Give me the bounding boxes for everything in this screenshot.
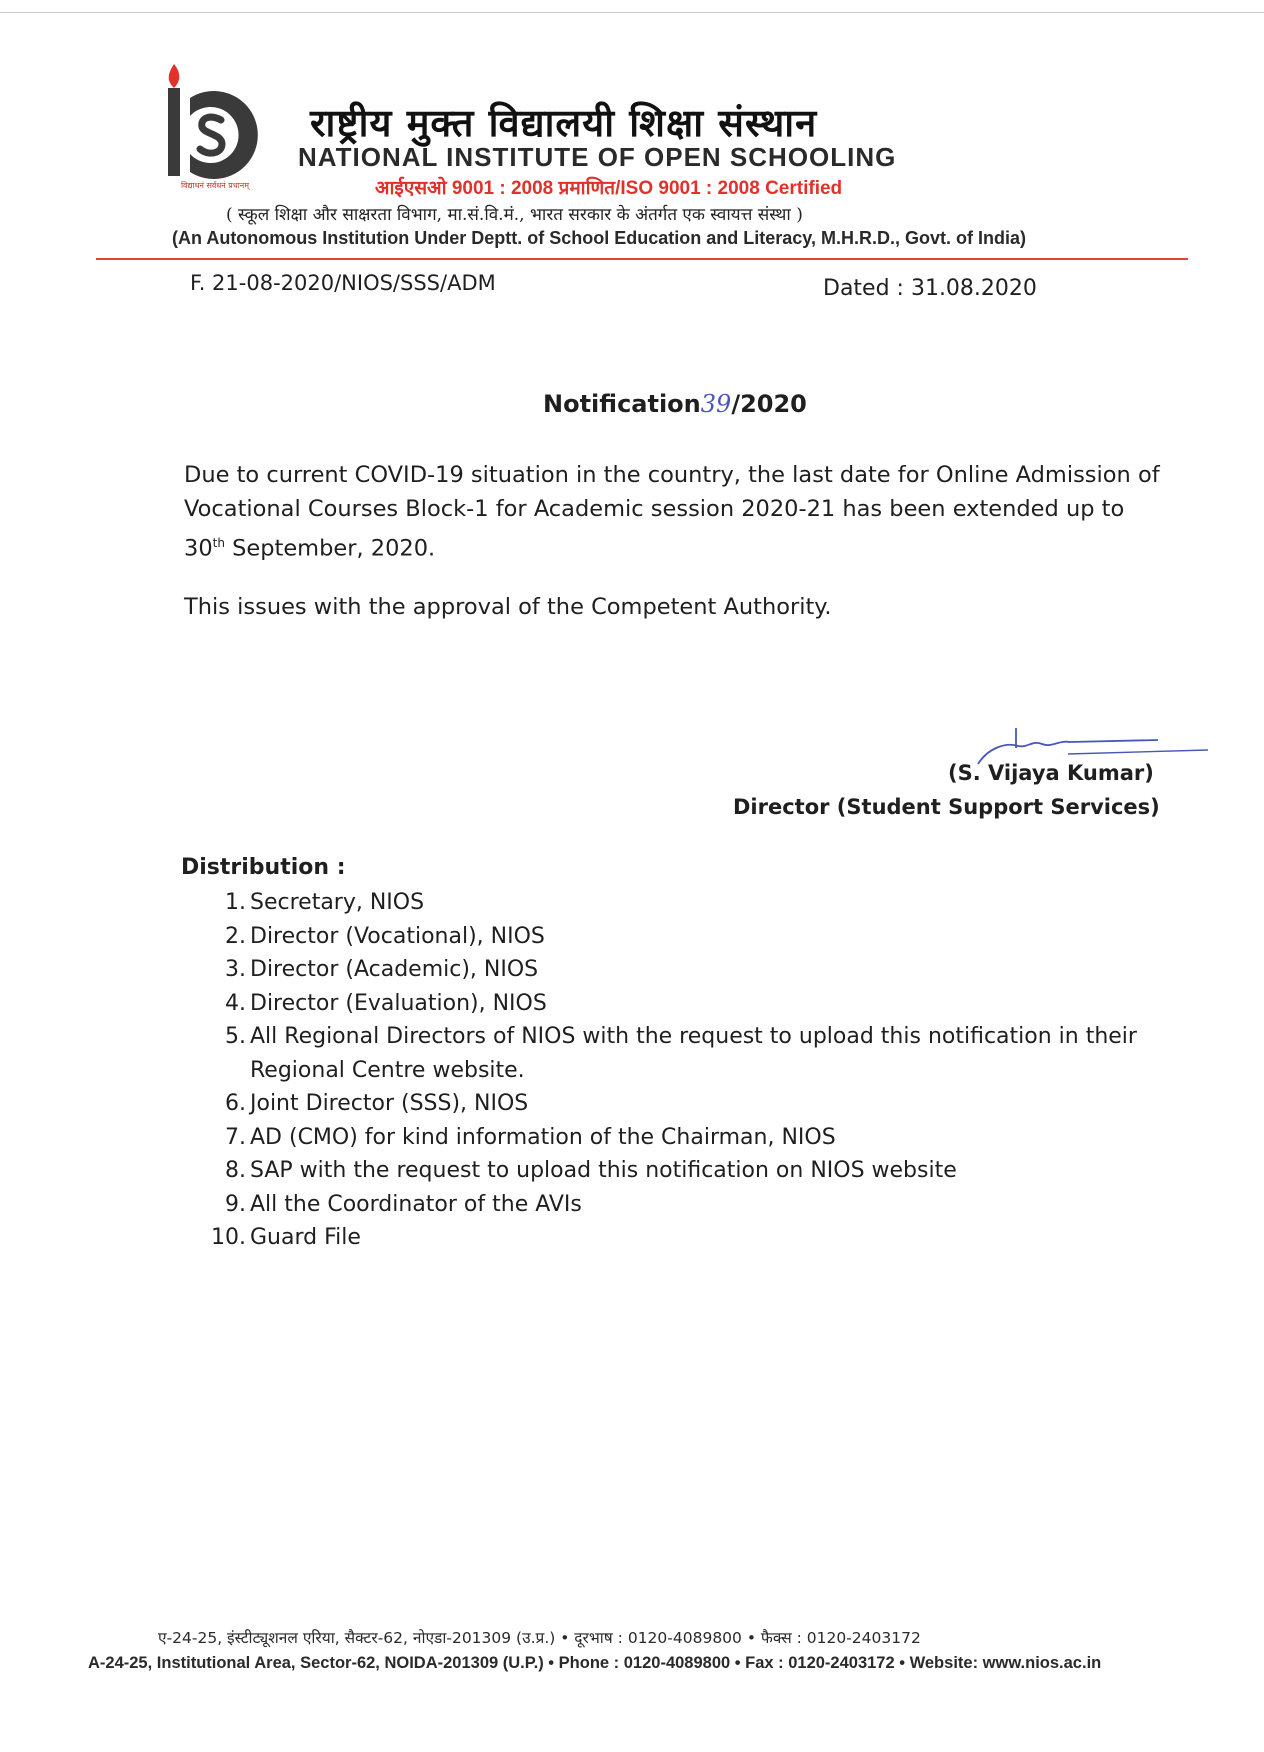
notification-title <box>543 390 807 418</box>
institute-subtitle-hindi: ( स्कूल शिक्षा और साक्षरता विभाग, मा.सं.वि.मं., भारत सरकार के अंतर्गत एक स्वायत्त संस्था ) <box>226 205 803 225</box>
distribution-item-number: 6. <box>225 1091 246 1116</box>
distribution-item-number: 2. <box>225 923 246 949</box>
distribution-item <box>210 953 1170 987</box>
logo-motto: विद्याधनं सर्वधनं प्रधानम् <box>180 181 250 190</box>
nios-logo-icon <box>160 62 270 192</box>
distribution-item <box>210 1188 1170 1222</box>
distribution-item-number: 7. <box>225 1124 246 1150</box>
distribution-item-text: Guard File <box>250 1225 361 1250</box>
letterhead-divider <box>96 258 1188 260</box>
approval-statement: This issues with the approval of the Competent Authority. <box>184 594 832 620</box>
distribution-item <box>210 1154 1170 1188</box>
signature-icon <box>958 726 1218 766</box>
distribution-item <box>210 1121 1170 1155</box>
institute-subtitle-english: (An Autonomous Institution Under Deptt. of School Education and Literacy, M.H.R.D., Govt. of India) <box>172 228 1026 248</box>
notification-prefix: Notification <box>543 390 701 418</box>
distribution-item-text: All Regional Directors of NIOS with the request to upload this notification in their Regional Centre website. <box>250 1024 1137 1083</box>
distribution-item-number: 4. <box>225 990 246 1016</box>
distribution-item-number: 8. <box>225 1158 246 1183</box>
distribution-item-text: Director (Academic), NIOS <box>250 957 539 982</box>
distribution-item-text: Director (Vocational), NIOS <box>250 923 545 949</box>
distribution-heading: Distribution : <box>181 855 346 880</box>
notification-body <box>184 458 1164 566</box>
distribution-item <box>210 1221 1170 1255</box>
signatory-name: (S. Vijaya Kumar) <box>948 761 1154 785</box>
distribution-item-number: 1. <box>225 890 246 915</box>
signatory-designation: Director (Student Support Services) <box>733 795 1160 819</box>
distribution-item <box>210 1020 1170 1087</box>
distribution-item-text: All the Coordinator of the AVIs <box>250 1191 582 1217</box>
notification-date: Dated : 31.08.2020 <box>823 276 1037 301</box>
distribution-item <box>210 920 1170 954</box>
institute-name-hindi: राष्ट्रीय मुक्त विद्यालयी शिक्षा संस्थान <box>310 100 818 145</box>
footer-address-hindi: ए-24-25, इंस्टीट्यूशनल एरिया, सैक्टर-62, नोएडा-201309 (उ.प्र.) • दूरभाष : 0120-4089800 • फैक्स : 0120-2403172 <box>158 1629 921 1647</box>
institute-name-english: NATIONAL INSTITUTE OF OPEN SCHOOLING <box>298 142 897 172</box>
body-text-end: September, 2020. <box>224 535 436 562</box>
distribution-item-number: 10. <box>211 1225 246 1250</box>
body-text-main: Due to current COVID-19 situation in the country, the last date for Online Admission of Vocational Courses Block-1 for Academic session 2020-21 has been extended up to 30 <box>184 462 1160 562</box>
distribution-item <box>210 886 1170 920</box>
distribution-item <box>210 1087 1170 1121</box>
distribution-item-number: 3. <box>225 957 246 982</box>
page-top-rule <box>0 12 1264 13</box>
distribution-item <box>210 987 1170 1021</box>
distribution-item-text: Secretary, NIOS <box>250 890 425 915</box>
body-text-superscript: th <box>212 536 225 550</box>
distribution-item-text: Joint Director (SSS), NIOS <box>250 1091 529 1116</box>
notification-number-handwritten: 39 <box>700 390 732 418</box>
footer-address-english: A-24-25, Institutional Area, Sector-62, NOIDA-201309 (U.P.) • Phone : 0120-4089800 • Fax : 0120-2403172 • Website: www.nios.ac.in <box>88 1654 1102 1672</box>
reference-number: F. 21-08-2020/NIOS/SSS/ADM <box>190 271 496 295</box>
distribution-item-text: Director (Evaluation), NIOS <box>250 990 547 1016</box>
notification-suffix: /2020 <box>731 390 807 418</box>
distribution-item-number: 9. <box>225 1191 246 1217</box>
distribution-item-text: AD (CMO) for kind information of the Chairman, NIOS <box>250 1124 836 1150</box>
iso-certification: आईएसओ 9001 : 2008 प्रमाणित/ISO 9001 : 2008 Certified <box>375 178 843 199</box>
distribution-list <box>210 886 1170 1255</box>
distribution-item-text: SAP with the request to upload this notification on NIOS website <box>250 1158 957 1183</box>
distribution-item-number: 5. <box>225 1024 246 1049</box>
